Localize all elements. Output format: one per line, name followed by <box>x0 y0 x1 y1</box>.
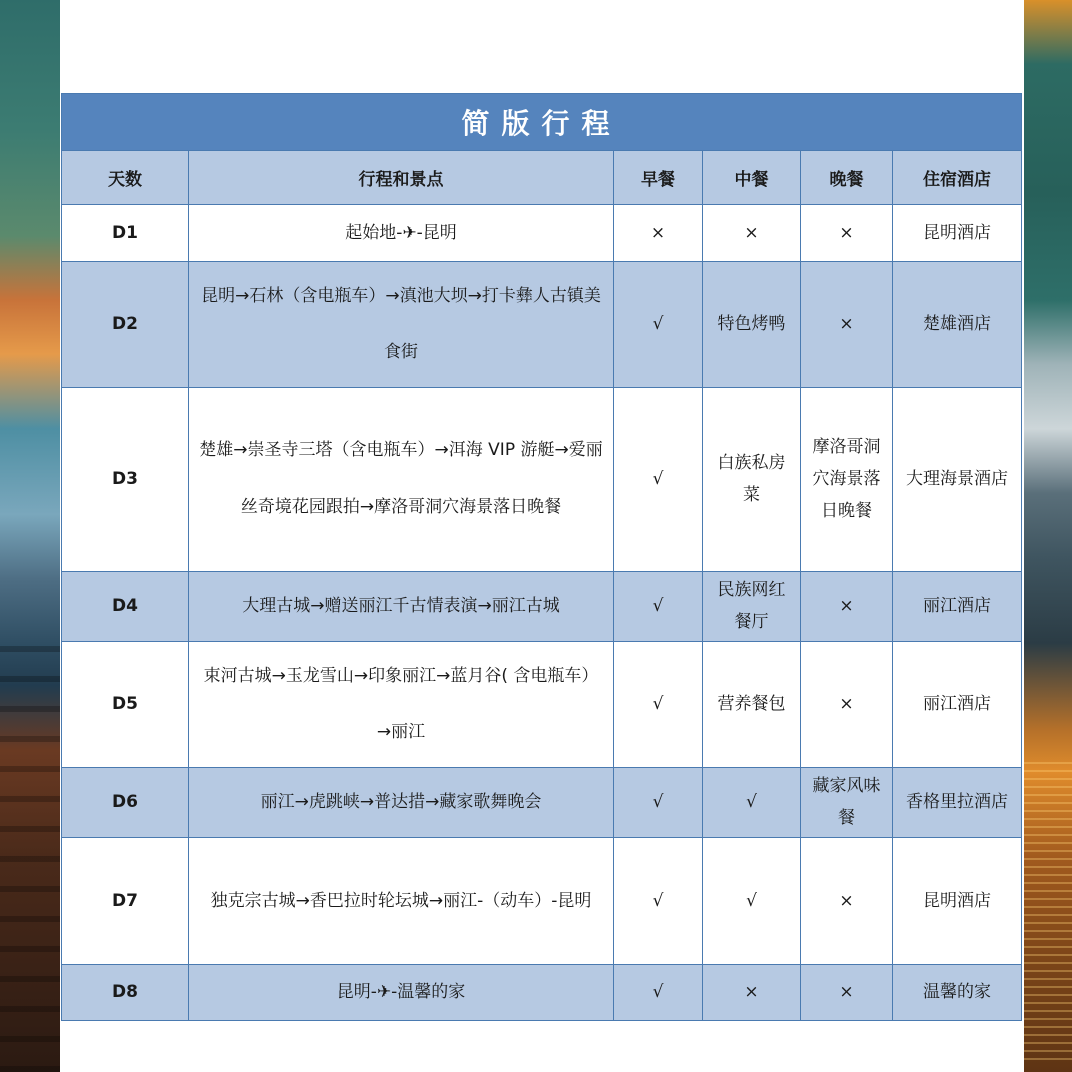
dinner-cell: × <box>801 641 893 767</box>
dinner-cell: × <box>801 571 893 641</box>
table-row <box>62 767 1022 837</box>
header-hotel: 住宿酒店 <box>893 151 1022 204</box>
table-row <box>62 387 1022 571</box>
lunch-cell: 营养餐包 <box>703 641 801 767</box>
hotel-cell: 楚雄酒店 <box>893 261 1022 387</box>
table-row <box>62 261 1022 387</box>
table-row <box>62 837 1022 964</box>
dinner-cell: × <box>801 204 893 261</box>
route-cell: 大理古城→赠送丽江千古情表演→丽江古城 <box>189 571 614 641</box>
dinner-cell: × <box>801 261 893 387</box>
breakfast-cell: √ <box>614 837 703 964</box>
right-photo-strip <box>1024 0 1072 1072</box>
dinner-cell: × <box>801 964 893 1020</box>
dinner-cell: 藏家风味餐 <box>801 767 893 837</box>
lunch-cell: × <box>703 964 801 1020</box>
day-cell: D2 <box>62 261 189 387</box>
hotel-cell: 温馨的家 <box>893 964 1022 1020</box>
breakfast-cell: √ <box>614 571 703 641</box>
breakfast-cell: √ <box>614 261 703 387</box>
route-cell: 丽江→虎跳峡→普达措→藏家歌舞晚会 <box>189 767 614 837</box>
day-cell: D1 <box>62 204 189 261</box>
header-route: 行程和景点 <box>189 151 614 204</box>
dinner-cell: 摩洛哥洞穴海景落日晚餐 <box>801 387 893 571</box>
route-cell: 束河古城→玉龙雪山→印象丽江→蓝月谷( 含电瓶车）→丽江 <box>189 641 614 767</box>
table-title: 简版行程 <box>62 94 1022 151</box>
hotel-cell: 昆明酒店 <box>893 204 1022 261</box>
breakfast-cell: √ <box>614 387 703 571</box>
table-row <box>62 571 1022 641</box>
lunch-cell: 特色烤鸭 <box>703 261 801 387</box>
route-cell: 昆明-✈-温馨的家 <box>189 964 614 1020</box>
table-row <box>62 641 1022 767</box>
hotel-cell: 大理海景酒店 <box>893 387 1022 571</box>
breakfast-cell: √ <box>614 964 703 1020</box>
table-header-row <box>62 151 1022 204</box>
day-cell: D5 <box>62 641 189 767</box>
day-cell: D8 <box>62 964 189 1020</box>
route-cell: 楚雄→崇圣寺三塔（含电瓶车）→洱海 VIP 游艇→爱丽丝奇境花园跟拍→摩洛哥洞穴海景落日晚餐 <box>189 387 614 571</box>
dinner-cell: × <box>801 837 893 964</box>
itinerary-table <box>61 93 1022 1021</box>
table-row <box>62 964 1022 1020</box>
header-day: 天数 <box>62 151 189 204</box>
header-dinner: 晚餐 <box>801 151 893 204</box>
table-row <box>62 204 1022 261</box>
breakfast-cell: √ <box>614 641 703 767</box>
lunch-cell: √ <box>703 837 801 964</box>
hotel-cell: 昆明酒店 <box>893 837 1022 964</box>
route-cell: 独克宗古城→香巴拉时轮坛城→丽江-（动车）-昆明 <box>189 837 614 964</box>
route-cell: 昆明→石林（含电瓶车）→滇池大坝→打卡彝人古镇美食街 <box>189 261 614 387</box>
hotel-cell: 丽江酒店 <box>893 571 1022 641</box>
lunch-cell: × <box>703 204 801 261</box>
breakfast-cell: × <box>614 204 703 261</box>
day-cell: D3 <box>62 387 189 571</box>
left-photo-strip <box>0 0 60 1072</box>
lunch-cell: 白族私房菜 <box>703 387 801 571</box>
day-cell: D7 <box>62 837 189 964</box>
day-cell: D6 <box>62 767 189 837</box>
lunch-cell: √ <box>703 767 801 837</box>
hotel-cell: 丽江酒店 <box>893 641 1022 767</box>
header-breakfast: 早餐 <box>614 151 703 204</box>
day-cell: D4 <box>62 571 189 641</box>
route-cell: 起始地-✈-昆明 <box>189 204 614 261</box>
hotel-cell: 香格里拉酒店 <box>893 767 1022 837</box>
breakfast-cell: √ <box>614 767 703 837</box>
header-lunch: 中餐 <box>703 151 801 204</box>
lunch-cell: 民族网红餐厅 <box>703 571 801 641</box>
